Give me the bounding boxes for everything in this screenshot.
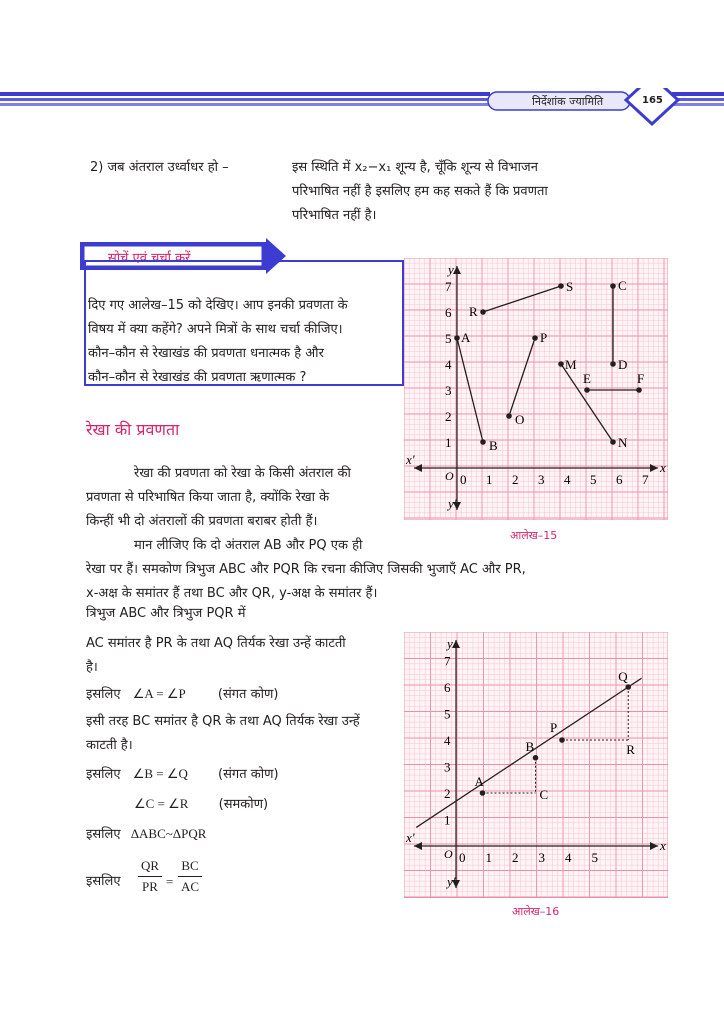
y-tick-label: 2: [445, 409, 452, 424]
step1-prefix: इसलिए: [86, 687, 121, 702]
triangle-intro: त्रिभुज ABC और त्रिभुज PQR में: [86, 606, 246, 621]
x-tick-label: 2: [512, 472, 519, 487]
point-label-B: B: [489, 438, 498, 453]
x-tick-label: 1: [485, 850, 492, 865]
point-label-A: A: [461, 330, 471, 345]
step2: [86, 762, 279, 787]
point-label-F: F: [637, 371, 645, 386]
think-line: कौन–कौन से रेखाखंड की प्रवणता ऋणात्मक ?: [88, 370, 307, 385]
point-D: [610, 361, 616, 367]
point-B: [480, 439, 486, 445]
point-label-R: R: [469, 304, 478, 319]
y-tick-label: 3: [444, 759, 451, 775]
frac2-num: BC: [178, 856, 202, 877]
point-P: [532, 335, 538, 341]
y-tick-label: 1: [444, 812, 451, 828]
point-R: [480, 309, 486, 315]
x-tick-label: 0: [460, 472, 467, 487]
x-axis-label: x: [660, 838, 666, 853]
graph16-caption: आलेख–16: [512, 905, 560, 918]
y-axis-label: y: [448, 262, 454, 277]
x-tick-label: 6: [616, 472, 623, 487]
point-label-O: O: [515, 412, 525, 427]
step4-eq: ΔABC~ΔPQR: [130, 826, 207, 841]
point-C: [610, 283, 616, 289]
x-axis-label: x: [660, 460, 666, 475]
case2-line2: परिभाषित नहीं है इसलिए हम कह सकते हैं कि प्रवणता: [292, 184, 548, 199]
frac2-den: AC: [180, 879, 200, 894]
point-label-E: E: [583, 371, 591, 386]
para2-line: रेखा पर हैं। समकोण त्रिभुज ABC और PQR कि रचना कीजिए जिसकी भुजाएँ AC और PR,: [86, 562, 526, 577]
point-P: [559, 737, 565, 743]
think-line: दिए गए आलेख–15 को देखिए। आप इनकी प्रवणता के: [88, 298, 348, 313]
x-tick-label: 3: [538, 850, 545, 865]
step5-prefix: इसलिए: [86, 874, 121, 889]
step3-eq: ∠C = ∠R: [134, 796, 189, 811]
point-label-D: D: [618, 357, 628, 372]
step2-reason: (संगत कोण): [218, 767, 279, 782]
y-tick-label: 4: [445, 357, 452, 372]
para1-line: रेखा की प्रवणता को रेखा के किसी अंतराल की: [134, 466, 351, 481]
y-tick-label: 6: [444, 680, 451, 695]
header-decoration: [0, 88, 724, 128]
think-box-text: [88, 294, 398, 390]
y-tick-label: 4: [444, 733, 451, 748]
x-tick-label: 3: [538, 472, 545, 487]
point-N: [610, 439, 616, 445]
header-bar: [0, 94, 724, 112]
y-tick-label: 1: [445, 435, 452, 450]
y-tick-label: 7: [445, 279, 452, 294]
point-label-M: M: [565, 357, 577, 372]
y-tick-label: 5: [444, 706, 451, 722]
chapter-title: निर्देशांक ज्यामिति: [532, 95, 604, 108]
step1-reason: (संगत कोण): [217, 687, 279, 702]
section-heading: रेखा की प्रवणता: [86, 420, 180, 439]
ac-line: है।: [86, 660, 98, 675]
step4: [86, 822, 206, 847]
frac-equals: =: [166, 874, 174, 889]
para1-line: प्रवणता से परिभाषित किया जाता है, क्योंकि रेखा के: [86, 490, 330, 505]
y-axis-label-neg: y': [448, 496, 457, 511]
x-tick-label: 4: [565, 850, 572, 865]
bc-parallel: [86, 710, 406, 758]
think-line: विषय में क्या कहेंगे? अपने मित्रों के साथ चर्चा कीजिए।: [88, 322, 343, 337]
point-A: [454, 335, 460, 341]
y-tick-label: 5: [445, 331, 452, 346]
point-A: [480, 790, 486, 796]
fraction-2: [178, 856, 202, 897]
y-tick-label: 2: [444, 786, 451, 801]
para2-line: मान लीजिए कि दो अंतराल AB और PQ एक ही: [134, 538, 363, 553]
para1: [86, 462, 392, 534]
step1: [86, 682, 278, 707]
point-S: [558, 283, 564, 289]
para2: [86, 534, 606, 606]
y-axis-label-neg: y': [447, 874, 456, 889]
point-F: [636, 387, 642, 393]
point-label-P: P: [540, 330, 548, 345]
y-axis-label: y: [447, 636, 453, 651]
frac1-num: QR: [138, 856, 162, 877]
point-label-N: N: [618, 435, 628, 450]
graph-15: [404, 258, 668, 520]
point-label-A: A: [474, 774, 484, 789]
point-M: [558, 361, 564, 367]
graph-frame: [404, 258, 668, 520]
graph-16: [404, 632, 668, 898]
x-axis-label-neg: x': [406, 452, 415, 467]
case2-label: 2) जब अंतराल उर्ध्वाधर हो –: [90, 160, 229, 175]
x-tick-label: 2: [512, 850, 519, 865]
step1-eq: ∠A = ∠P: [132, 686, 186, 701]
ac-parallel: [86, 632, 406, 680]
point-label-S: S: [566, 279, 574, 294]
bc-line: काटती है।: [86, 738, 133, 753]
y-tick-label: 6: [445, 305, 452, 320]
point-E: [584, 387, 590, 393]
case2-line3: परिभाषित नहीं है।: [292, 208, 377, 223]
fraction-1: [138, 856, 162, 897]
para1-line: किन्हीं भी दो अंतरालों की प्रवणता बराबर होती हैं।: [86, 514, 318, 529]
bc-line: इसी तरह BC समांतर है QR के तथा AQ तिर्यक रेखा उन्हें: [86, 714, 360, 729]
point-label-P: P: [550, 720, 558, 735]
step2-prefix: इसलिए: [86, 767, 121, 782]
think-box-title: सोचें एवं चर्चा करें: [108, 251, 191, 266]
frac1-den: PR: [142, 879, 158, 894]
point-label-B: B: [525, 738, 535, 754]
x-axis-label-neg: x': [406, 830, 415, 845]
x-tick-label: 4: [564, 472, 571, 487]
case2-text: [292, 156, 592, 228]
x-tick-label: 0: [459, 850, 466, 865]
y-tick-label: 7: [444, 653, 451, 669]
point-label-Q: Q: [618, 669, 628, 684]
point-label-R: R: [626, 742, 635, 757]
page-number: 165: [642, 95, 663, 106]
point-B: [533, 755, 539, 761]
point-label-C: C: [539, 787, 549, 802]
x-tick-label: 1: [486, 472, 493, 487]
origin-label: O: [445, 469, 454, 483]
origin-label: O: [444, 847, 453, 861]
point-O: [506, 413, 512, 419]
think-line: कौन–कौन से रेखाखंड की प्रवणता धनात्मक है और: [88, 346, 324, 361]
ac-line: AC समांतर है PR के तथा AQ तिर्यक रेखा उन्हें काटती: [86, 636, 346, 651]
step3: [134, 792, 268, 817]
step3-reason: (समकोण): [218, 797, 269, 812]
step2-eq: ∠B = ∠Q: [132, 766, 188, 781]
point-label-C: C: [618, 278, 627, 293]
x-tick-label: 5: [590, 472, 597, 487]
step4-prefix: इसलिए: [86, 827, 121, 842]
x-tick-label: 7: [642, 472, 649, 487]
y-tick-label: 3: [445, 383, 452, 398]
graph15-caption: आलेख–15: [510, 529, 558, 542]
point-Q: [625, 684, 631, 690]
x-tick-label: 5: [591, 850, 598, 865]
case2-line1: इस स्थिति में x₂−x₁ शून्य है, चूँकि शून्य से विभाजन: [292, 160, 538, 175]
para2-line: x-अक्ष के समांतर हैं तथा BC और QR, y-अक्ष के समांतर हैं।: [86, 586, 378, 601]
